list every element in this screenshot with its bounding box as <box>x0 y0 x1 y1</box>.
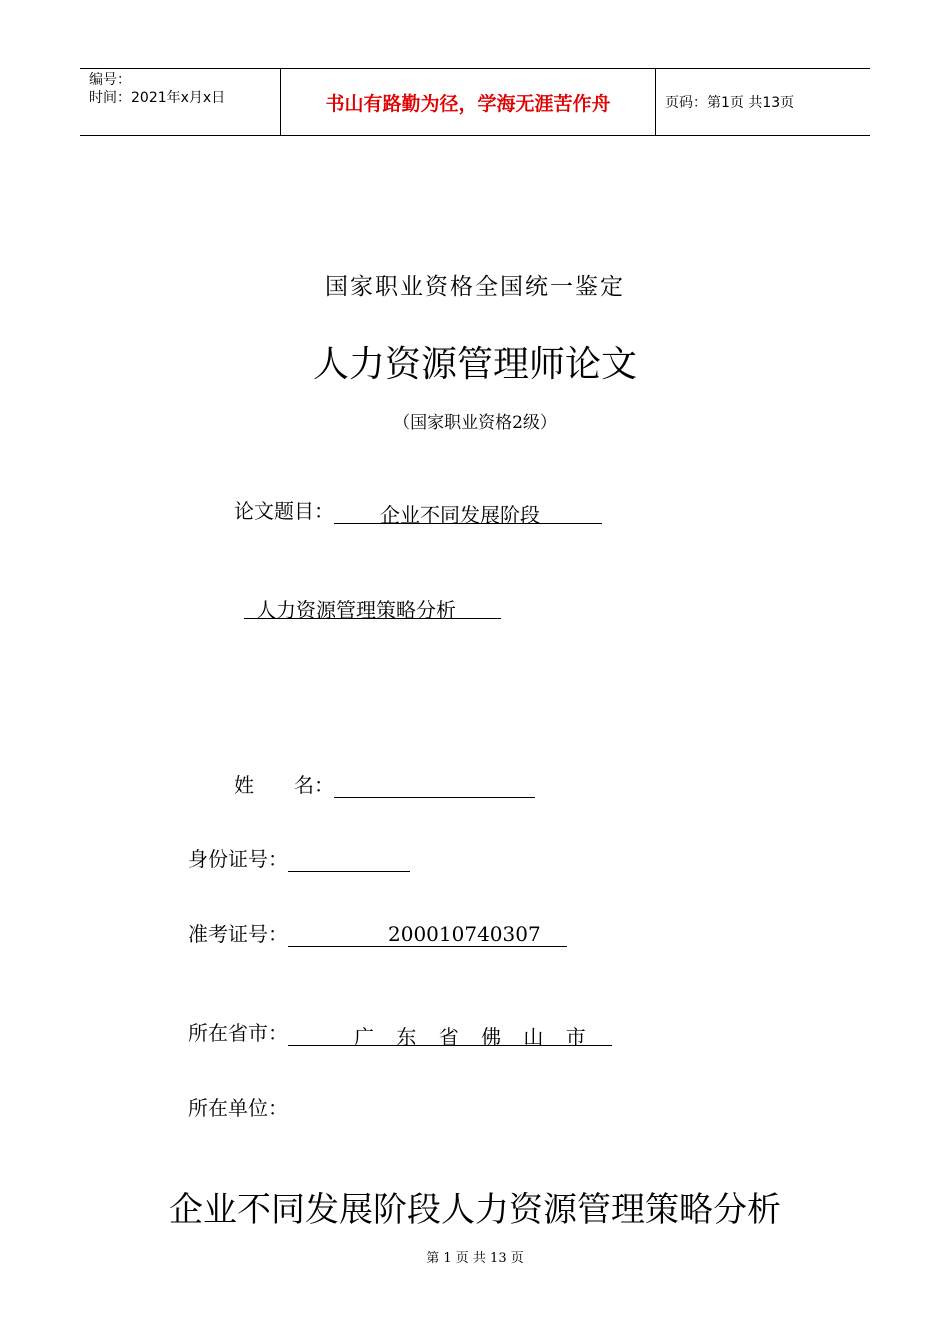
page-footer: 第 1 页 共 13 页 <box>426 1251 524 1266</box>
topic-row <box>234 495 602 527</box>
level-line: （国家职业资格2级） <box>393 413 557 433</box>
name-row <box>234 769 535 798</box>
city-row <box>188 1017 612 1049</box>
id-field <box>288 847 410 872</box>
city-label: 所在省市： <box>188 1021 288 1045</box>
number-label: 编号： <box>89 72 131 88</box>
exam-row <box>188 918 567 947</box>
topic-row-2 <box>244 594 501 622</box>
city-field <box>288 1021 612 1049</box>
topic-line1: 企业不同发展阶段 <box>380 503 540 527</box>
city-value: 广 东 省 佛 山 市 <box>354 1025 594 1049</box>
unit-row <box>188 1092 288 1121</box>
document-title: 人力资源管理师论文 <box>312 344 637 385</box>
name-label: 姓 名： <box>234 773 334 797</box>
topic-line2: 人力资源管理策略分析 <box>256 598 456 622</box>
exam-label: 准考证号： <box>188 922 288 946</box>
org-line: 国家职业资格全国统一鉴定 <box>325 274 625 300</box>
unit-label: 所在单位： <box>188 1096 288 1120</box>
page-header <box>80 68 870 136</box>
exam-field <box>288 922 567 947</box>
id-row <box>188 843 410 872</box>
header-meta <box>80 69 281 135</box>
topic-underline-2 <box>244 594 501 622</box>
topic-label: 论文题目： <box>234 499 334 523</box>
section-title: 企业不同发展阶段人力资源管理策略分析 <box>169 1190 781 1230</box>
header-page-info: 页码：第1页 共13页 <box>665 95 795 111</box>
exam-value: 200010740307 <box>388 922 541 946</box>
id-label: 身份证号： <box>188 847 288 871</box>
topic-underline <box>334 499 602 527</box>
header-motto: 书山有路勤为径，学海无涯苦作舟 <box>281 69 656 135</box>
time-label: 时间：2021年x月x日 <box>89 90 226 106</box>
name-field <box>334 773 535 798</box>
